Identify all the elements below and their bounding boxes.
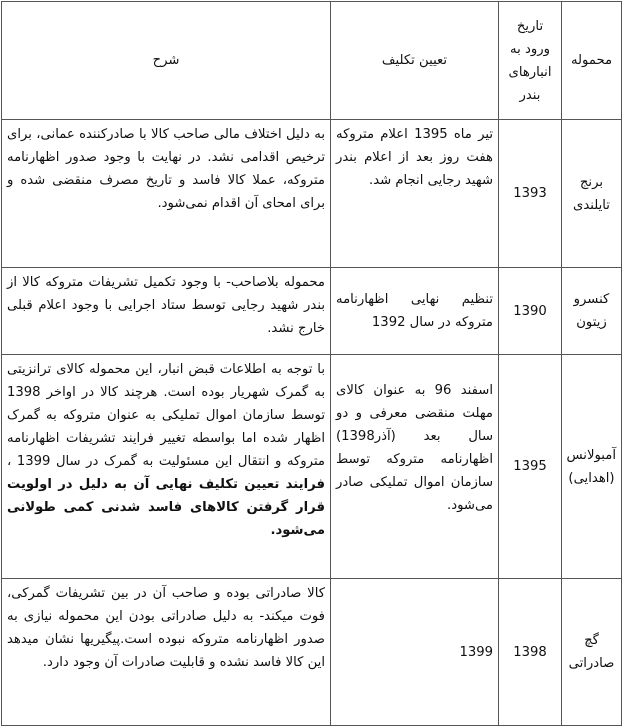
cell-assign: تنظیم نهایی اظهارنامه متروکه در سال 1392 [331,268,499,355]
cell-item: برنج تایلندی [562,120,622,268]
header-assign: تعیین تکلیف [331,2,499,120]
cell-item: کنسرو زیتون [562,268,622,355]
cell-item: آمبولانس (اهدایی) [562,355,622,579]
cell-desc: محموله بلاصاحب- با وجود تکمیل تشریفات متروکه کالا از بندر شهید رجایی توسط ستاد اجرایی با وجود اعلام قبلی خارج نشد. [2,268,331,355]
desc-text: با توجه به اطلاعات قبض انبار، این محموله کالای ترانزیتی به گمرک شهریار بوده است. هرچند کالا در اواخر 1398 توسط سازمان اموال تملیکی به عنوان متروکه به گمرک اظهار شده اما بواسطه تغییر فرایند تشریفات اظهارنامه متروکه و انتقال این مسئولیت به گمرک در سال 1399 ، [7,362,325,469]
table-header-row [2,2,622,120]
table-row [2,355,622,579]
cell-assign: تیر ماه 1395 اعلام متروکه هفت روز بعد از اعلام بندر شهید رجایی انجام شد. [331,120,499,268]
header-item: محموله [562,2,622,120]
cell-date: 1390 [499,268,562,355]
cell-desc: کالا صادراتی بوده و صاحب آن در بین تشریفات گمرکی، فوت میکند- به دلیل صادراتی بودن این محموله نیازی به صدور اظهارنامه متروکه نبوده است.پیگیریها نشان میدهد این کالا فاسد نشده و قابلیت صادرات آن وجود دارد. [2,579,331,726]
cell-date: 1393 [499,120,562,268]
cell-desc: به دلیل اختلاف مالی صاحب کالا با صادرکننده عمانی، برای ترخیص اقدامی نشد. در نهایت با وجود صدور اظهارنامه متروکه، عملا کالا فاسد و تاریخ مصرف منقضی شده و برای امحای آن اقدام نمی‌شود. [2,120,331,268]
cell-date: 1398 [499,579,562,726]
customs-cargo-table [1,1,622,726]
table-row [2,579,622,726]
header-date: تاریخ ورود به انبارهای بندر [499,2,562,120]
cell-item: گچ صادراتی [562,579,622,726]
cell-assign: اسفند 96 به عنوان کالای مهلت منقضی معرفی و دو سال بعد (آذر1398) اظهارنامه متروکه توسط سازمان اموال تملیکی صادر می‌شود. [331,355,499,579]
cell-assign: 1399 [331,579,499,726]
cell-desc [2,355,331,579]
table-row [2,268,622,355]
header-desc: شرح [2,2,331,120]
cell-date: 1395 [499,355,562,579]
table-row [2,120,622,268]
desc-bold-text: فرایند تعیین تکلیف نهایی آن به دلیل در اولویت قرار گرفتن کالاهای فاسد شدنی کمی طولانی می‌شود. [7,477,325,538]
